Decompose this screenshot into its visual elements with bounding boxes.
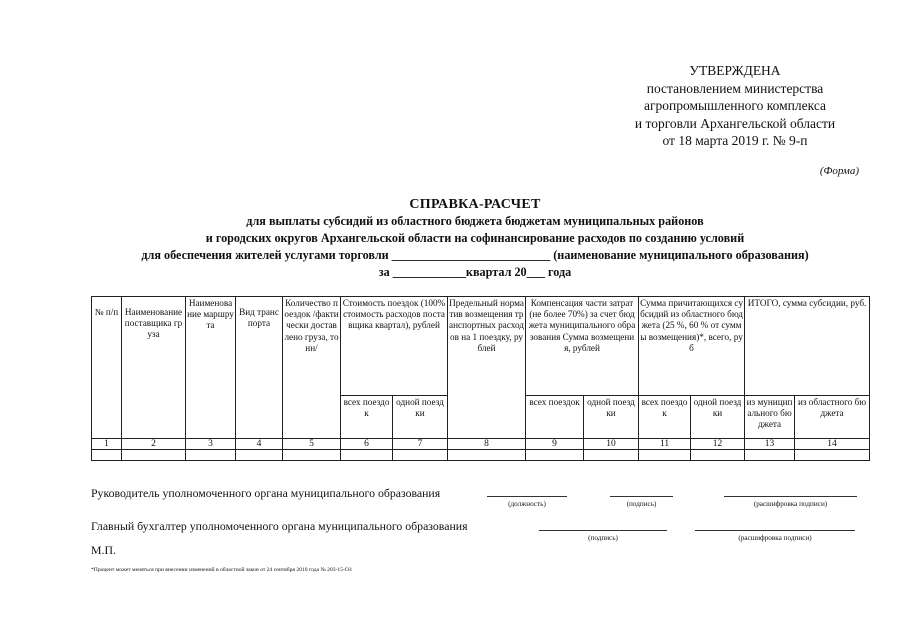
document-title: СПРАВКА-РАСЧЕТ xyxy=(409,197,541,212)
column-number: 10 xyxy=(584,439,639,450)
column-number: 2 xyxy=(122,439,186,450)
column-number: 13 xyxy=(745,439,795,450)
sub-one-trip: одной поездки xyxy=(584,396,639,439)
approved-date: от 18 марта 2019 г. № 9-п xyxy=(662,133,808,148)
approved-heading: УТВЕРЖДЕНА xyxy=(689,63,781,78)
signature-caption: (подпись) xyxy=(626,500,657,508)
name-line[interactable] xyxy=(724,496,857,497)
signature-caption: (подпись) xyxy=(588,534,618,542)
head-signature-label: Руководитель уполномоченного органа муниципального образования xyxy=(91,486,441,500)
period-line: за ____________квартал 20___ года xyxy=(378,265,572,279)
table-cell[interactable] xyxy=(92,450,122,461)
table-cell[interactable] xyxy=(122,450,186,461)
name-line[interactable] xyxy=(695,530,855,531)
column-number: 3 xyxy=(186,439,236,450)
column-number: 5 xyxy=(283,439,341,450)
table-cell[interactable] xyxy=(448,450,526,461)
header-supplier: Наименование поставщика груза xyxy=(122,297,186,439)
table-cell[interactable] xyxy=(341,450,393,461)
column-number: 1 xyxy=(92,439,122,450)
column-number: 7 xyxy=(393,439,448,450)
sub-one-trip: одной поездки xyxy=(393,396,448,439)
approval-stamp xyxy=(600,62,870,150)
column-number: 9 xyxy=(526,439,584,450)
table-cell[interactable] xyxy=(283,450,341,461)
signature-line[interactable] xyxy=(610,496,673,497)
header-number: № п/п xyxy=(92,297,122,439)
position-line[interactable] xyxy=(487,496,567,497)
table-row xyxy=(92,450,870,461)
table-cell[interactable] xyxy=(236,450,283,461)
calculation-table xyxy=(91,296,870,461)
table-cell[interactable] xyxy=(393,450,448,461)
subtitle-line: и городских округов Архангельской области на софинансирование расходов по созданию условий xyxy=(205,231,745,245)
column-number: 11 xyxy=(639,439,691,450)
column-number: 8 xyxy=(448,439,526,450)
table-cell[interactable] xyxy=(745,450,795,461)
sub-regional: из областного бюджета xyxy=(795,396,870,439)
table-cell[interactable] xyxy=(691,450,745,461)
signature-line[interactable] xyxy=(539,530,667,531)
subtitle-line: для выплаты субсидий из областного бюджета бюджетам муниципальных районов xyxy=(246,214,704,228)
sub-all-trips: всех поездок xyxy=(341,396,393,439)
header-transport: Вид транспорта xyxy=(236,297,283,439)
approved-line: и торговли Архангельской области xyxy=(634,115,836,131)
name-caption: (расшифровка подписи) xyxy=(753,500,828,508)
approved-line: постановлением министерства xyxy=(646,80,824,96)
sub-one-trip: одной поездки xyxy=(691,396,745,439)
header-trips-count: Количество поездок /фактически доставлено груза, тонн/ xyxy=(283,297,341,439)
header-subsidy: Сумма причитающихся субсидий из областного бюджета (25 %, 60 % от суммы возмещения)*, всего, руб xyxy=(639,297,745,396)
table-cell[interactable] xyxy=(526,450,584,461)
sub-municipal: из муниципального бюджета xyxy=(745,396,795,439)
column-number: 14 xyxy=(795,439,870,450)
table-cell[interactable] xyxy=(639,450,691,461)
header-compensation: Компенсация части затрат (не более 70%) за счет бюджета муниципального образования Сумма возмещения, рублей xyxy=(526,297,639,396)
header-total: ИТОГО, сумма субсидии, руб. xyxy=(745,297,870,396)
accountant-signature-label: Главный бухгалтер уполномоченного органа муниципального образования xyxy=(91,519,468,533)
header-route: Наименование маршрута xyxy=(186,297,236,439)
form-label: (Форма) xyxy=(819,165,859,177)
position-caption: (должность) xyxy=(508,500,546,508)
table-cell[interactable] xyxy=(795,450,870,461)
table-cell[interactable] xyxy=(584,450,639,461)
column-number: 12 xyxy=(691,439,745,450)
column-number: 6 xyxy=(341,439,393,450)
subtitle-line: для обеспечения жителей услугами торговли __________________________ (наименование муниципального образования) xyxy=(141,248,809,262)
approved-line: агропромышленного комплекса xyxy=(644,98,826,113)
name-caption: (расшифровка подписи) xyxy=(738,534,812,542)
stamp-place: М.П. xyxy=(91,543,116,557)
sub-all-trips: всех поездок xyxy=(639,396,691,439)
column-number: 4 xyxy=(236,439,283,450)
table-cell[interactable] xyxy=(186,450,236,461)
footnote: *Процент может меняться при внесении изменений в областной закон от 24 сентября 2010 года № 203-15-ОЗ xyxy=(91,567,352,573)
header-trip-cost: Стоимость поездок (100% стоимость расходов поставщика квартал), рублей xyxy=(341,297,448,396)
header-norm: Предельный норматив возмещения транспортных расходов на 1 поездку, рублей xyxy=(448,297,526,439)
sub-all-trips: всех поездок xyxy=(526,396,584,439)
